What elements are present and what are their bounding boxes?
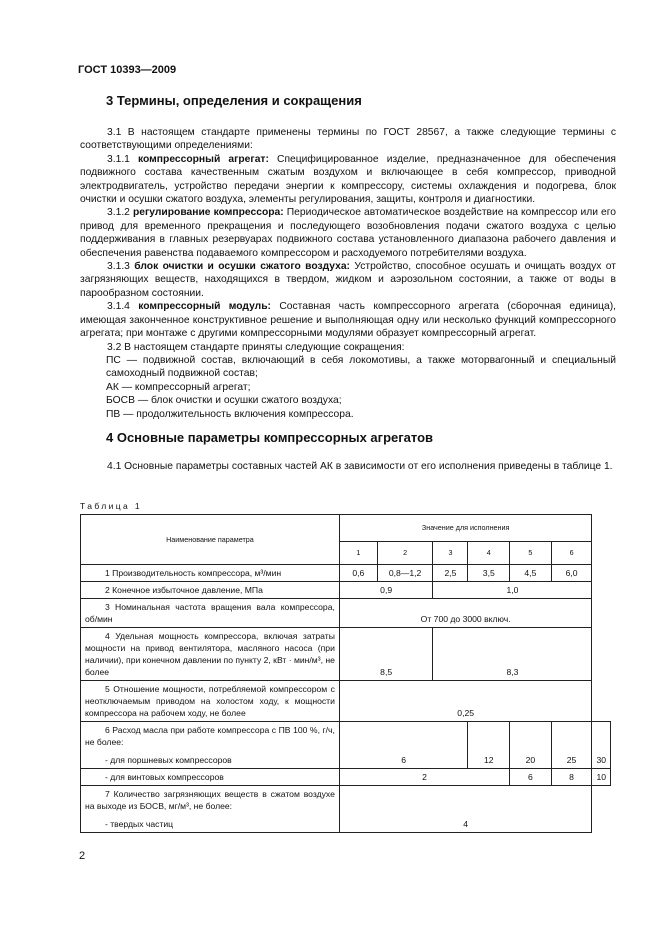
table-row [81,681,611,722]
table-caption: Таблица 1 [80,501,143,511]
paragraph-4-1: 4.1 Основные параметры составных частей АК в зависимости от его исполнения приведены в таблице 1. [107,461,613,472]
abbreviation-list [80,354,616,421]
paragraph-3-1: 3.1 В настоящем стандарте применены термины по ГОСТ 28567, а также следующие термины с соответствующими определениями: [80,127,616,152]
table-cell: 6,0 [551,565,592,582]
row-5-name: 5 Отношение мощности, потребляемой компрессором с неотключаемым приводом на холостом ходу, к мощности компрессора на рабочем ходу, не более [81,681,340,722]
table-cell: 0,9 [339,582,433,599]
table-cell: От 700 до 3000 включ. [339,599,592,628]
variant-number: 5 [510,542,552,565]
table-cell: 1,0 [433,582,592,599]
row-6-name: 6 Расход масла при работе компрессора с ПВ 100 %, г/ч, не более: - для поршневых компрессоров [81,722,340,769]
table-cell: 4,5 [510,565,552,582]
table-row [81,565,611,582]
variant-number: 4 [468,542,510,565]
table-cell: 2 [339,769,509,786]
row-2-name: 2 Конечное избыточное давление, МПа [81,582,340,599]
section-3-title: 3 Термины, определения и сокращения [106,93,362,108]
abbreviation-item: АК — компрессорный агрегат; [106,381,251,393]
abbreviation-item: ПВ — продолжительность включения компрессора. [106,408,354,420]
term-3-1-3: 3.1.3 блок очистки и осушки сжатого воздуха: Устройство, способное осушать и очищать воздух от загрязняющих веществ, находящихся в твердом, жидком и аэрозольном состоянии, а также от воды в парообразном состоянии. [80,261,616,299]
table-cell: 3,5 [468,565,510,582]
section-4-body [80,460,616,473]
document-header: ГОСТ 10393—2009 [78,64,177,76]
table-row [81,628,611,681]
abbreviation-item: БОСВ — блок очистки и осушки сжатого воздуха; [106,395,342,407]
term-3-1-2: 3.1.2 регулирование компрессора: Периодическое автоматическое воздействие на компрессор или его привод для временного прекращения и последующего возобновления подачи сжатого воздуха с целью поддерживания в главных резервуарах подвижного состава установленного диапазона рабочего давления и обеспечения равенства подаваемого компрессором и расходуемого потребителями воздуха. [80,207,617,259]
table-cell: 2,5 [433,565,468,582]
row-1-name: 1 Производительность компрессора, м³/мин [81,565,340,582]
table-row [81,582,611,599]
abbreviation-item: ПС — подвижной состав, включающий в себя локомотивы, а также моторвагонный и специальный самоходный подвижной состав; [106,354,616,380]
section-3-body [80,126,616,421]
table-cell: 30 [592,722,611,769]
row-4-name: 4 Удельная мощность компрессора, включая затраты мощности на привод вентилятора, масляного насоса (при наличии), при конечном давлении по пункту 2, кВт · мин/м³, не более [81,628,340,681]
table-row [81,722,611,769]
parameters-table [80,514,611,833]
table-cell: 8 [551,769,592,786]
table-cell: 10 [592,769,611,786]
row-7-name: 7 Количество загрязняющих веществ в сжатом воздухе на выходе из БОСВ, мг/м³, не более: - твердых частиц [81,786,340,833]
page-number: 2 [79,850,86,862]
variant-number: 6 [551,542,592,565]
table-cell: 20 [510,722,552,769]
table-header-row [81,515,611,542]
term-3-1-4: 3.1.4 компрессорный модуль: Составная часть компрессорного агрегата (сборочная единица), имеющая законченное конструктивное решение и выполняющая одну или несколько функций компрессорного агрегата; при монтаже с другими компрессорными модулями образует компрессорный агрегат. [80,301,616,340]
table-cell: 6 [339,722,468,769]
table-cell: 6 [510,769,552,786]
paragraph-3-2: 3.2 В настоящем стандарте приняты следующие сокращения: [107,341,405,353]
table-cell: 4 [339,786,592,833]
table-cell: 0,8—1,2 [377,565,433,582]
row-3-name: 3 Номинальная частота вращения вала компрессора, об/мин [81,599,340,628]
table-cell: 0,6 [339,565,377,582]
row-6-screw-name: - для винтовых компрессоров [81,769,340,786]
table-row [81,769,611,786]
table-cell: 25 [551,722,592,769]
term-3-1-1: 3.1.1 компрессорный агрегат: Специфицированное изделие, предназначенное для обеспечения подвижного состава качественным сжатым воздухом и включающее в себя компрессор, приводной электродвигатель, устройство передачи энергии к компрессору, системы охлаждения и подогрева, блок очистки и осушки сжатого воздуха, элементы регулирования, защиты, контроля и диагностики. [80,153,616,206]
table-cell: 8,5 [339,628,433,681]
table-cell: 0,25 [339,681,592,722]
variant-number: 3 [433,542,468,565]
table-cell: 8,3 [433,628,592,681]
variant-number: 1 [339,542,377,565]
table-cell: 12 [468,722,510,769]
variant-number: 2 [377,542,433,565]
header-param-name: Наименование параметра [81,515,340,565]
table-row [81,599,611,628]
header-values: Значение для исполнения [339,515,592,542]
table-row [81,786,611,833]
section-4-title: 4 Основные параметры компрессорных агрегатов [106,430,434,445]
